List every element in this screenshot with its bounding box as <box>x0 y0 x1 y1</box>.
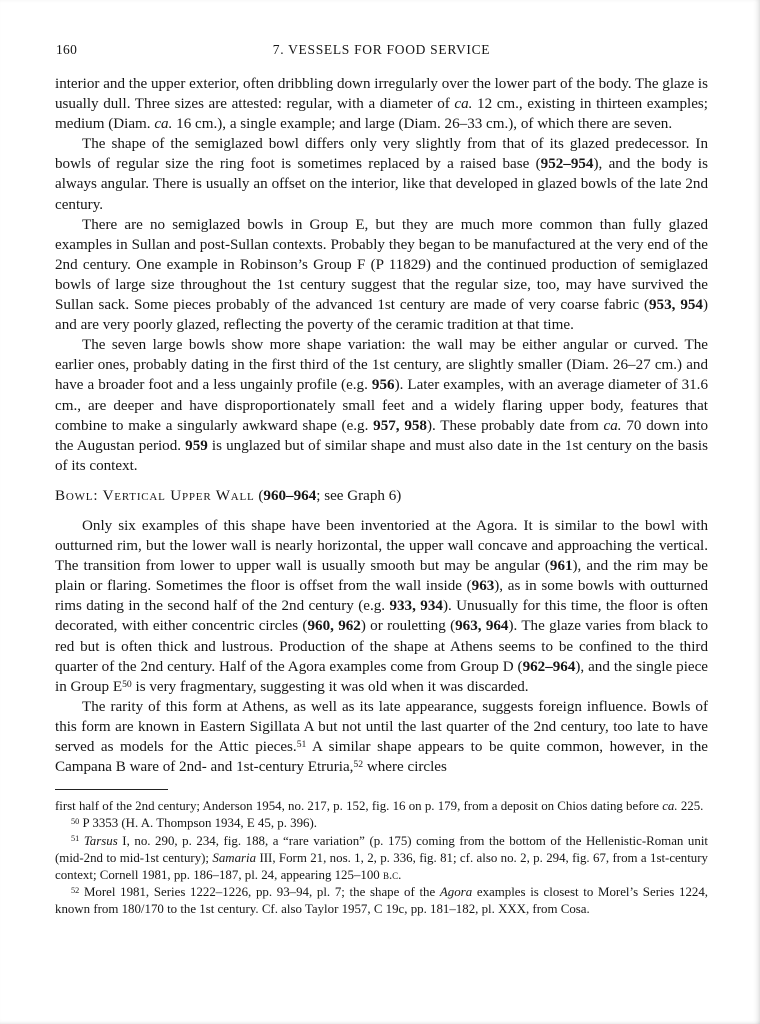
footnote-marker: 51 <box>71 834 80 844</box>
italic-text: ca. <box>454 96 473 113</box>
catalog-number-ref: 961 <box>549 558 573 575</box>
catalog-number-ref: 952–954 <box>540 156 594 173</box>
small-caps-text: b.c. <box>382 868 402 882</box>
paragraph: The shape of the semiglazed bowl differs only very slightly from that of its glazed predecessor. In bowls of regular size the ring foot is sometimes replaced by a raised base (952–954), and the body is always angular. There is usually an offset on the interior, like that developed in glazed bowls of the late 2nd century. <box>55 136 708 213</box>
italic-text: ca. <box>662 799 678 814</box>
paragraph: There are no semiglazed bowls in Group E, but they are much more common than fully glazed examples in Sullan and post-Sullan contexts. Probably they began to be manufactured at the very end of the 2nd century. One example in Robinson’s Group F (P 11829) and the continued production of semiglazed bowls of large size throughout the 1st century suggest that the regular size, too, may have survived the Sullan sack. Some pieces probably of the advanced 1st century are made of very coarse fabric (953, 954) and are very poorly glazed, reflecting the poverty of the ceramic tradition at that time. <box>55 216 709 334</box>
footnote-marker: 52 <box>71 885 80 895</box>
catalog-number-ref: 960, 962 <box>307 618 361 635</box>
italic-text: Tarsus <box>83 833 118 848</box>
italic-text: ca. <box>154 116 173 133</box>
catalog-number-ref: 959 <box>185 437 208 454</box>
page-header <box>55 42 708 60</box>
italic-text: Samaria <box>212 850 257 865</box>
footnote: first half of the 2nd century; Anderson 1954, no. 217, p. 152, fig. 16 on p. 179, from a deposit on Chios dating before ca. 225. <box>55 799 704 814</box>
catalog-number-ref: 957, 958 <box>373 417 427 434</box>
footnote-marker: 50 <box>122 678 132 690</box>
footnote-marker: 50 <box>71 816 80 826</box>
footnote-marker: 52 <box>353 759 364 771</box>
page-number: 160 <box>56 42 78 57</box>
footnote: $^{50}$ P 3353 (H. A. Thompson 1934, E 45, p. 396). <box>71 816 318 831</box>
catalog-number-ref: 956 <box>371 377 395 394</box>
italic-text: Agora <box>439 885 473 900</box>
paragraph: Only six examples of this shape have been inventoried at the Agora. It is similar to the bowl with outturned rim, but the lower wall is nearly horizontal, the upper wall concave and approaching the vertical. The transition from lower to upper wall is usually smooth but may be angular (961), and the rim may be plain or flaring. Sometimes the floor is offset from the wall inside (963), as in some bowls with outturned rims dating in the second half of the 2nd century (e.g. 933, 934). Unusually for this time, the floor is often decorated, with either concentric circles (960, 962) or rouletting (963, 964). The glaze varies from black to red but is often thick and lustrous. Production of the shape at Athens seems to be confined to the third quarter of the 2nd century. Half of the Agora examples come from Group D (962–964), and the single piece in Group $E^{50}$ is very fragmentary, suggesting it was old when it was discarded. <box>55 517 709 695</box>
catalog-number-ref: 960–964 <box>263 487 317 504</box>
footnotes <box>55 798 708 918</box>
footnote: $^{51}$ Tarsus I, no. 290, p. 234, fig. 188, a “rare variation” (p. 175) coming from the bottom of the Hellenistic-Roman unit (mid-2nd to mid-1st century); Samaria III, Form 21, nos. 1, 2, p. 336, fig. 81; cf. also no. 2, p. 294, fig. 67, from a 1st-century context; Cornell 1981, pp. 186–187, pl. 24, appearing 125–100 b.c. <box>55 833 708 882</box>
catalog-number-ref: 963 <box>471 578 495 595</box>
main-text <box>55 74 708 777</box>
italic-text: ca. <box>603 417 622 434</box>
paragraph: The rarity of this form at Athens, as well as its late appearance, suggests foreign influence. Bowls of this form are known in Eastern Sigillata A but not until the last quarter of the 2nd century, too late to have served as models for the Attic pieces.$^{51}$ A similar shape appears to be quite common, however, in the Campana B ware of 2nd- and 1st-century Etruria,$^{52}$ where circles <box>55 698 708 776</box>
catalog-number-ref: 962–964 <box>522 658 576 675</box>
section-heading: Bowl: Vertical Upper Wall (960–964; see Graph 6) <box>55 487 402 504</box>
footnote-rule <box>55 789 168 790</box>
paragraph: The seven large bowls show more shape variation: the wall may be either angular or curved. The earlier ones, probably dating in the first third of the 1st century, are slightly smaller (Diam. 26–27 cm.) and have a broader foot and a less ungainly profile (e.g. 956). Later examples, with an average diameter of 31.6 cm., are deeper and have disproportionately small feet and a widely flaring upper body, features that combine to make a singularly awkward shape (e.g. 957, 958). These probably date from ca. 70 down into the Augustan period. 959 is unglazed but of similar shape and must also date in the 1st century on the basis of its context. <box>55 337 709 474</box>
running-head: 7. VESSELS FOR FOOD SERVICE <box>272 42 491 57</box>
catalog-number-ref: 963, 964 <box>455 618 509 635</box>
footnote-marker: 51 <box>296 738 307 750</box>
catalog-number-ref: 953, 954 <box>648 297 703 314</box>
catalog-number-ref: 933, 934 <box>389 598 443 615</box>
paragraph: interior and the upper exterior, often dribbling down irregularly over the lower part of the body. The glaze is usually dull. Three sizes are attested: regular, with a diameter of ca. 12 cm., existing in thirteen examples; medium (Diam. ca. 16 cm.), a single example; and large (Diam. 26–33 cm.), of which there are seven. <box>55 76 708 133</box>
small-caps-text: Bowl: Vertical Upper Wall <box>55 487 255 504</box>
footnote: $^{52}$ Morel 1981, Series 1222–1226, pp. 93–94, pl. 7; the shape of the Agora examples is closest to Morel’s Series 1224, known from 180/170 to the 1st century. Cf. also Taylor 1957, C 19c, pp. 181–182, pl. XXX, from Cosa. <box>55 885 708 917</box>
